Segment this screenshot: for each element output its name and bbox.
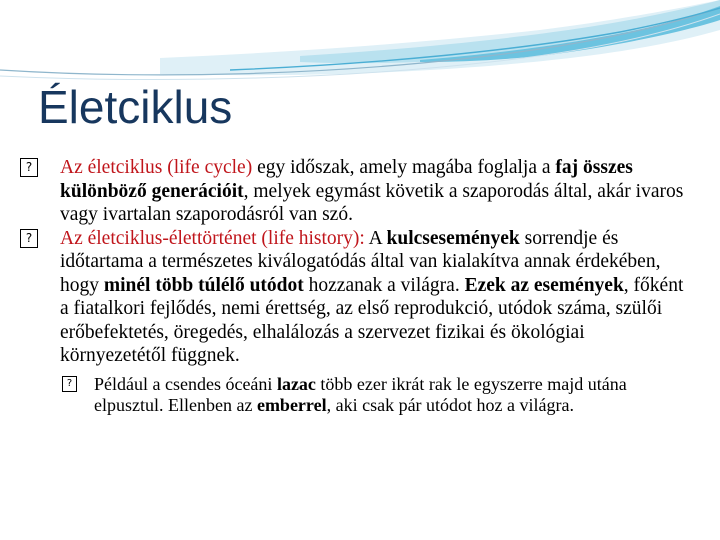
bold-run: faj összes különböző generációit <box>60 157 633 202</box>
bold-run: emberrel <box>256 394 327 415</box>
text-run: sorrendje és időtartama a természetes kiválogatódás által van kialakítva annak érdekében, hogy <box>60 227 661 296</box>
paragraph-life-cycle <box>20 156 690 227</box>
text-run: , melyek egymást követik a szaporodás által, akár ivaros vagy ivartalan szaporodásról van szó. <box>60 180 684 225</box>
text-run: hozzanak a világra. <box>303 274 465 296</box>
bullet-icon: ? <box>20 229 38 248</box>
header-wave-decoration <box>0 0 720 90</box>
text-run: A <box>364 227 387 249</box>
text-run: több ezer ikrát rak le egyszerre majd utána elpusztul. Ellenben az <box>94 373 627 415</box>
paragraph-life-history <box>20 227 690 368</box>
slide-body <box>20 156 690 434</box>
term-life-cycle: Az életciklus (life cycle) <box>60 157 253 178</box>
bullet-icon: ? <box>62 376 77 392</box>
text-run: , főként a fiatalkori fejlődés, nemi érettség, az első reprodukció, utódok száma, szülői erőbefektetés, öregedés, elhalálozás a szervezet fizikai és ökológiai környezetétől függnek. <box>60 274 684 366</box>
term-life-history: Az életciklus-élettörténet (life history): <box>60 227 365 249</box>
sub-paragraph-example <box>20 374 690 416</box>
text-run: Például a csendes óceáni <box>94 373 277 394</box>
text-run: egy időszak, amely magába foglalja a <box>252 157 556 178</box>
bullet-icon: ? <box>20 158 38 177</box>
text-run: , aki csak pár utódot hoz a világra. <box>326 394 575 415</box>
slide-title: Életciklus <box>38 81 233 133</box>
bold-run: lazac <box>276 373 316 394</box>
bold-run: kulcsesemények <box>386 227 520 249</box>
bold-run: Ezek az események <box>464 274 624 296</box>
bold-run: minél több túlélő utódot <box>103 274 304 296</box>
